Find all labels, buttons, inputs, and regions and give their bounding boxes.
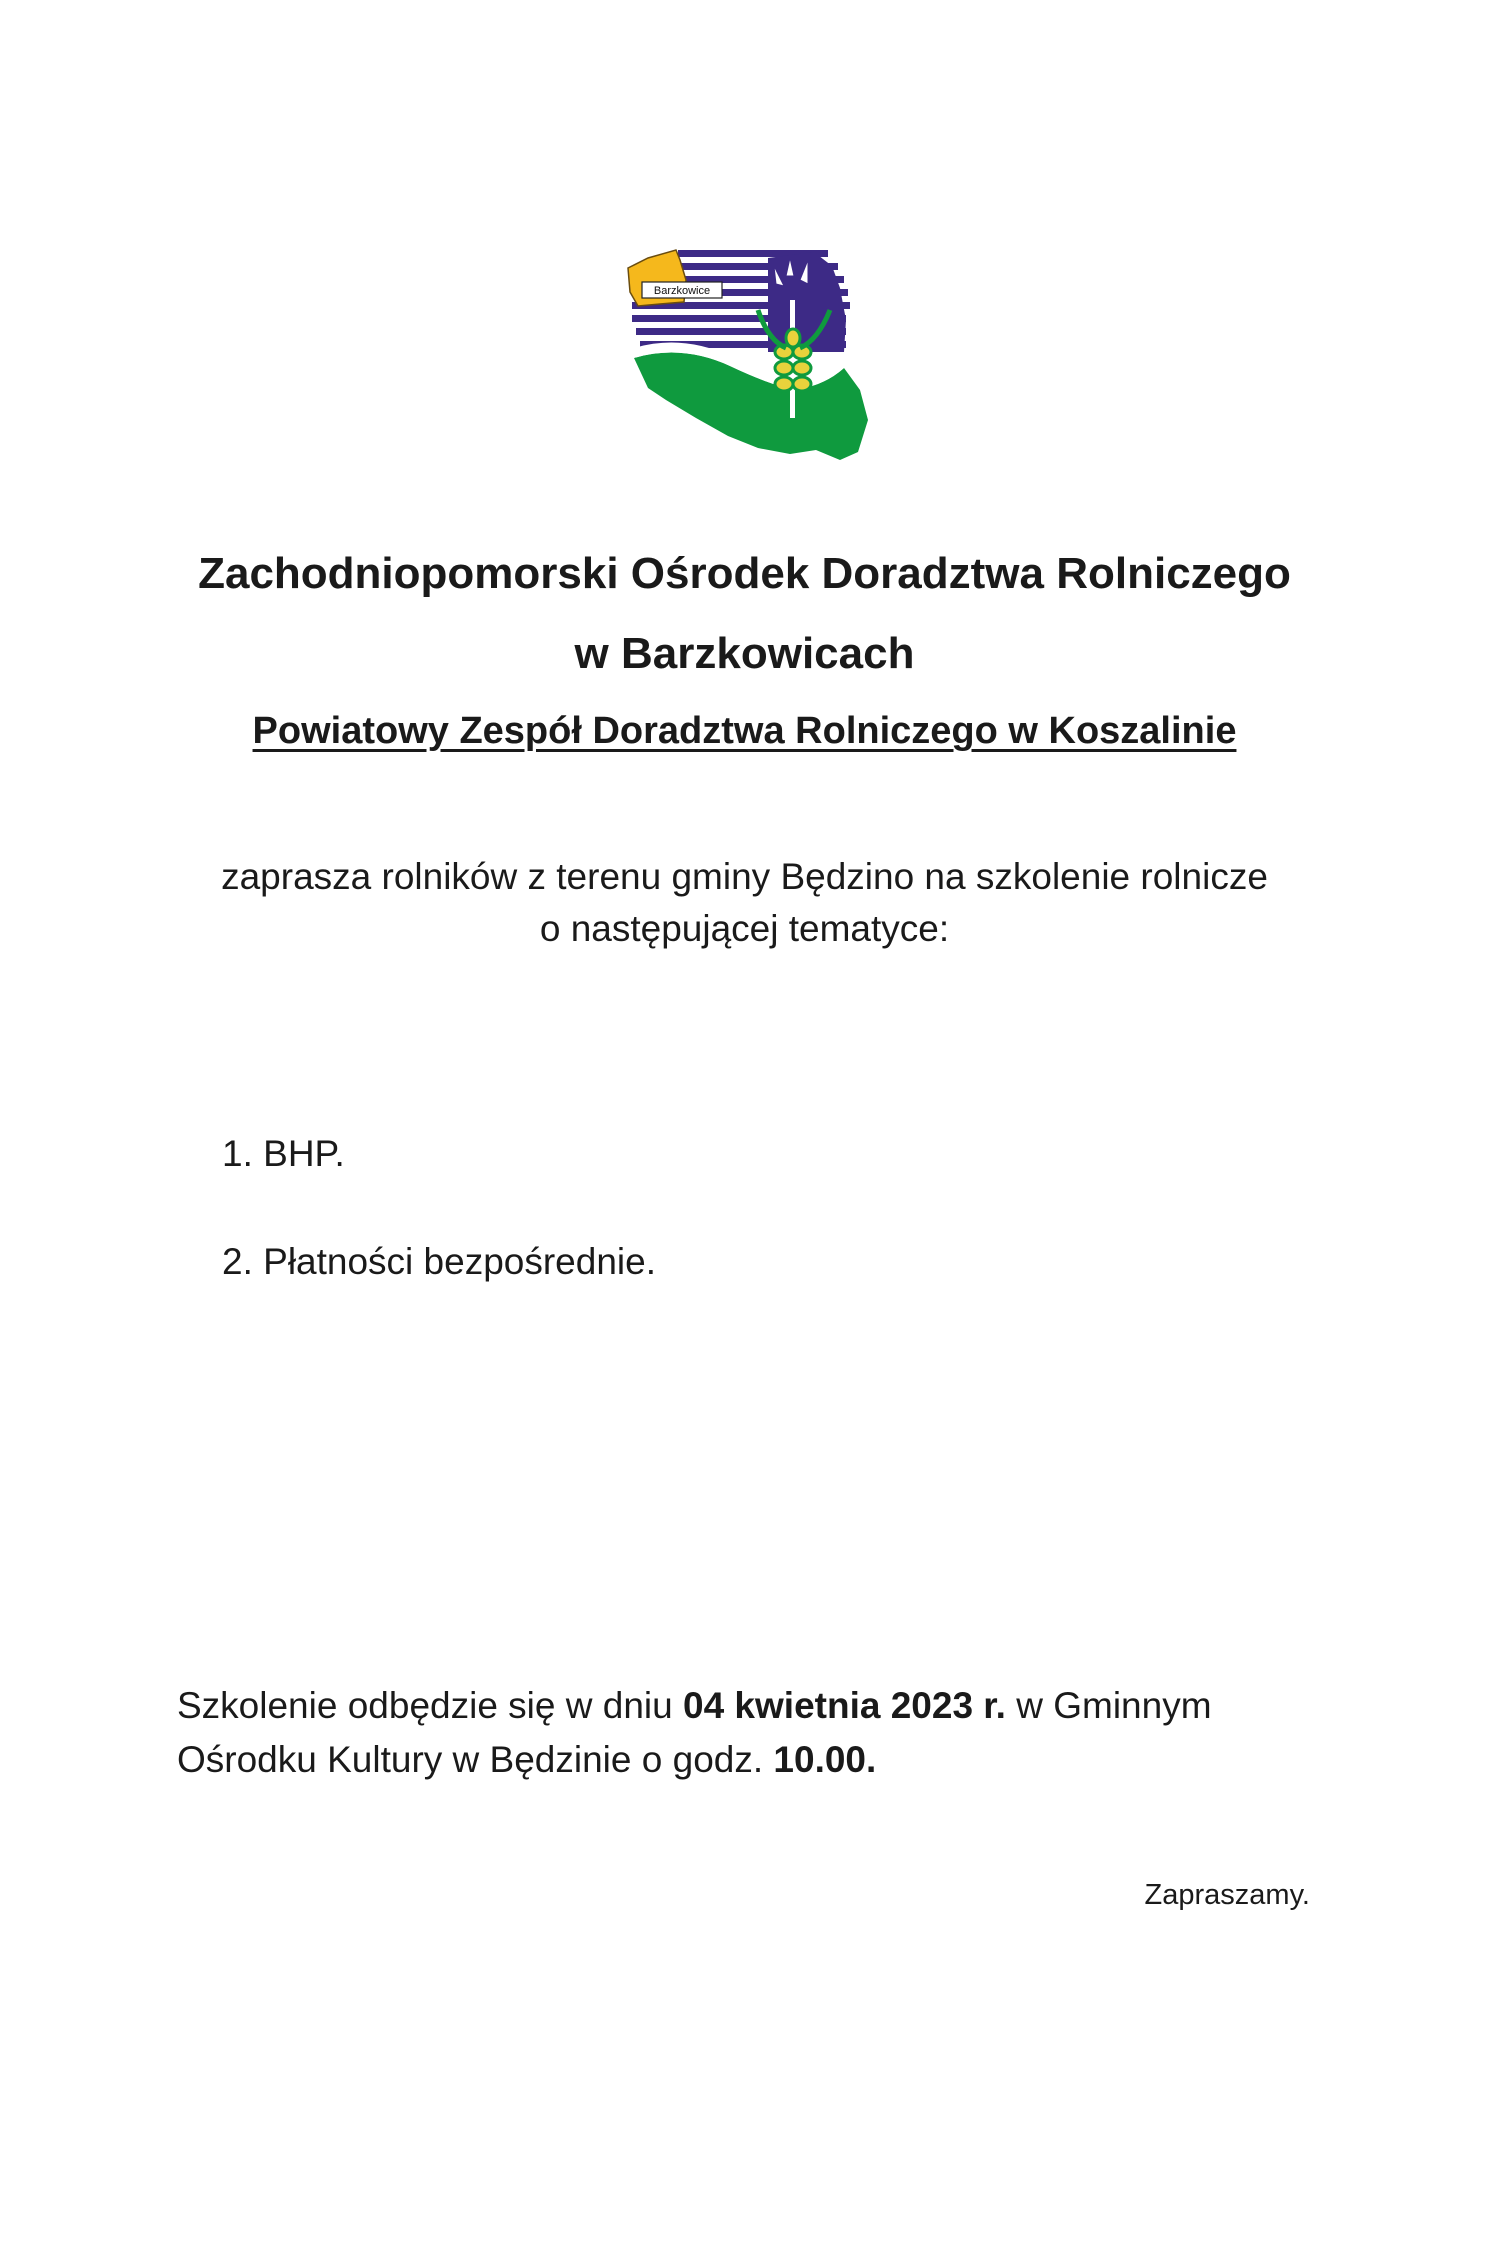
list-item (222, 1132, 345, 1176)
title-line-1: Zachodniopomorski Ośrodek Doradztwa Rolniczego (198, 549, 1291, 598)
list-item (222, 1240, 656, 1284)
intro-line-1: zaprasza rolników z terenu gminy Będzino na szkolenie rolnicze (221, 856, 1268, 897)
list-item-number: 1. (222, 1133, 253, 1174)
list-item-number: 2. (222, 1241, 253, 1282)
subtitle: Powiatowy Zespół Doradztwa Rolniczego w Koszalinie (252, 710, 1237, 752)
title-line-2: w Barzkowicach (574, 629, 915, 678)
training-date: 04 kwietnia 2023 r. (683, 1685, 1006, 1726)
logo-label: Barzkowice (653, 285, 711, 297)
info-line-2-prefix: Ośrodku Kultury w Będzinie o godz. (177, 1739, 774, 1780)
list-item-text: Płatności bezpośrednie. (263, 1241, 656, 1282)
list-item-text: BHP. (263, 1133, 345, 1174)
barzkowice-logo (618, 240, 876, 468)
intro-line-2: o następującej tematyce: (539, 908, 950, 949)
info-line-1 (177, 1680, 1212, 1732)
info-line-1-suffix: w Gminnym (1005, 1685, 1212, 1726)
training-time: 10.00. (773, 1739, 877, 1780)
closing-text: Zapraszamy. (1144, 1879, 1310, 1911)
info-line-1-prefix: Szkolenie odbędzie się w dniu (177, 1685, 683, 1726)
info-line-2 (177, 1734, 876, 1786)
